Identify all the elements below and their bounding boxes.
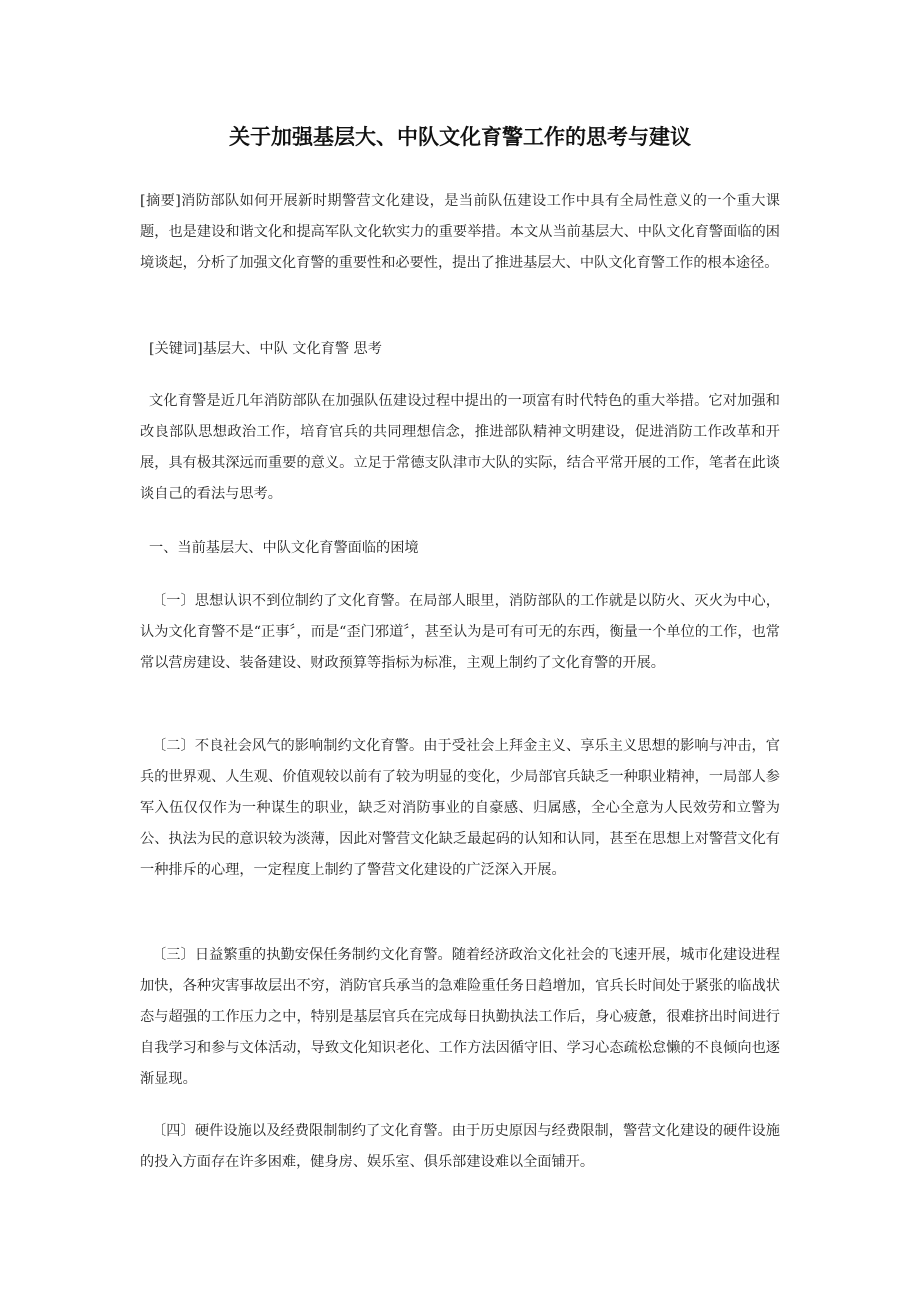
list-item-4: 〔四〕硬件设施以及经费限制制约了文化育警。由于历史原因与经费限制，警营文化建设的硬件设施的投入方面存在许多困难，健身房、娱乐室、俱乐部建设难以全面铺开。 [140, 1123, 780, 1170]
list-item-2: 〔二〕不良社会风气的影响制约文化育警。由于受社会上拜金主义、享乐主义思想的影响与冲击，官兵的世界观、人生观、价值观较以前有了较为明显的变化，少局部官兵缺乏一种职业精神，一局部人参军入伍仅仅作为一种谋生的职业，缺乏对消防事业的自豪感、归属感，全心全意为人民效劳和立警为公、执法为民的意识较为淡薄，因此对警营文化缺乏最起码的认知和认同，甚至在思想上对警营文化有一种排斥的心理，一定程度上制约了警营文化建设的广泛深入开展。 [140, 738, 780, 878]
document-title: 关于加强基层大、中队文化育警工作的思考与建议 [229, 125, 691, 149]
abstract-paragraph: [摘要]消防部队如何开展新时期警营文化建设，是当前队伍建设工作中具有全局性意义的一个重大课题，也是建设和谐文化和提高军队文化软实力的重要举措。本文从当前基层大、中队文化育警面临的困境谈起，分析了加强文化育警的重要性和必要性，提出了推进基层大、中队文化育警工作的根本途径。 [140, 193, 780, 271]
section-heading: 一、当前基层大、中队文化育警面临的困境 [149, 540, 419, 556]
list-item-3: 〔三〕日益繁重的执勤安保任务制约文化育警。随着经济政治文化社会的飞速开展，城市化建设进程加快，各种灾害事故层出不穷，消防官兵承当的急难险重任务日趋增加，官兵长时间处于紧张的临战状态与超强的工作压力之中，特别是基层官兵在完成每日执勤执法工作后，身心疲惫，很难挤出时间进行自我学习和参与文体活动，导致文化知识老化、工作方法因循守旧、学习心态疏松怠懒的不良倾向也逐渐显现。 [140, 947, 780, 1087]
keywords-line: [关键词]基层大、中队 文化育警 思考 [149, 341, 382, 357]
list-item-1: 〔一〕思想认识不到位制约了文化育警。在局部人眼里，消防部队的工作就是以防火、灭火为中心，认为文化育警不是“正事〞，而是“歪门邪道〞，甚至认为是可有可无的东西，衡量一个单位的工作，也常常以营房建设、装备建设、财政预算等指标为标准，主观上制约了文化育警的开展。 [140, 593, 780, 671]
intro-paragraph: 文化育警是近几年消防部队在加强队伍建设过程中提出的一项富有时代特色的重大举措。它对加强和改良部队思想政治工作，培育官兵的共同理想信念，推进部队精神文明建设，促进消防工作改革和开展，具有极其深远而重要的意义。立足于常德支队津市大队的实际，结合平常开展的工作，笔者在此谈谈自己的看法与思考。 [140, 393, 780, 502]
